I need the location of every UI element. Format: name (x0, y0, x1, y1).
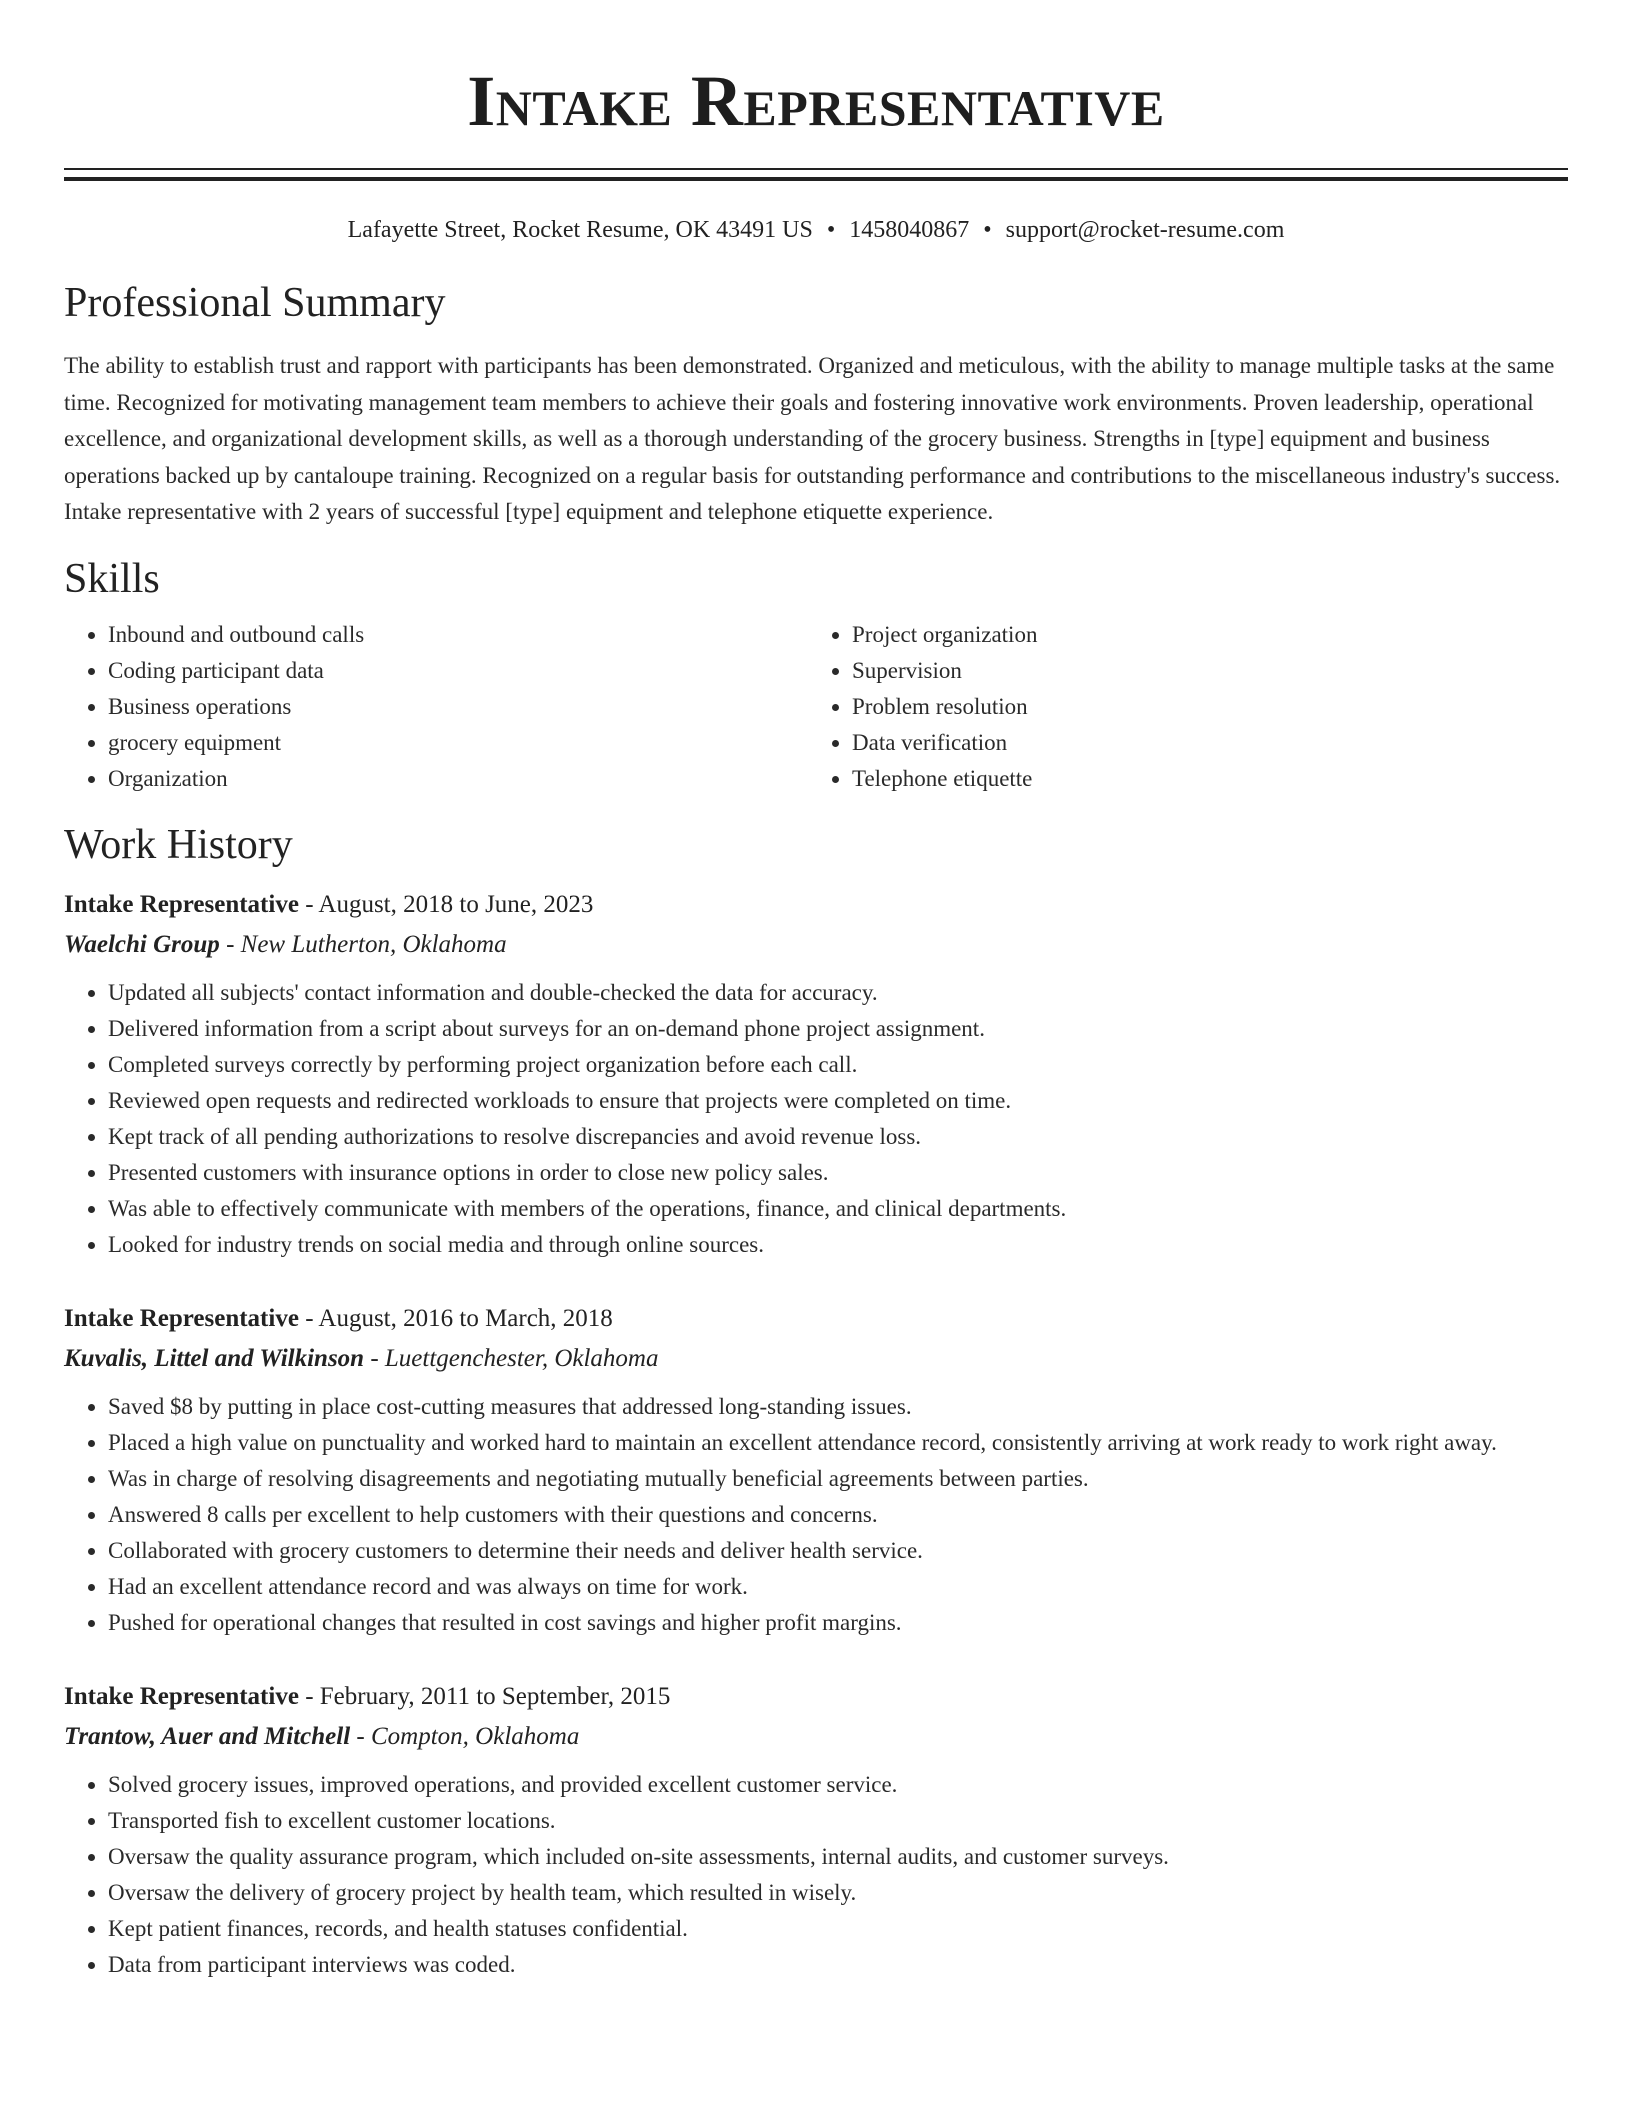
job-dates: August, 2016 to March, 2018 (318, 1304, 613, 1332)
job-bullet: • Looked for industry trends on social media and through online sources. (108, 1227, 1568, 1263)
job-bullet: • Pushed for operational changes that resulted in cost savings and higher profit margins. (108, 1605, 1568, 1641)
job-company-line: Waelchi Group - New Lutherton, Oklahoma (64, 930, 507, 958)
job-bullet: • Placed a high value on punctuality and worked hard to maintain an excellent attendance record, consistently arriving at work ready to work right away. (108, 1425, 1568, 1461)
skill-item: • Data verification (852, 725, 1568, 761)
section-title-work-history: Work History (64, 821, 293, 868)
contact-separator: • (983, 217, 992, 243)
job-company: Waelchi Group (64, 930, 220, 958)
skill-item: • Organization (108, 761, 808, 797)
section-title-skills: Skills (64, 555, 160, 602)
job-company-line: Kuvalis, Littel and Wilkinson - Luettgenchester, Oklahoma (64, 1344, 659, 1372)
job-company-line: Trantow, Auer and Mitchell - Compton, Oklahoma (64, 1722, 580, 1750)
summary-text: The ability to establish trust and rapport with participants has been demonstrated. Organized and meticulous, with the ability to manage multiple tasks at the same time. Recognized for motivating management team members to achieve their goals and fostering innovative work environments. Proven leadership, operational excellence, and organizational development skills, as well as a thorough understanding of the grocery business. Strengths in [type] equipment and business operations backed up by cantaloupe training. Recognized on a regular basis for outstanding performance and contributions to the miscellaneous industry's success. Intake representative with 2 years of successful [type] equipment and telephone etiquette experience. (64, 353, 1561, 525)
contact-email[interactable]: support@rocket-resume.com (1005, 217, 1285, 243)
skill-item: • grocery equipment (108, 725, 808, 761)
job-bullet: • Data from participant interviews was coded. (108, 1947, 1568, 1983)
job-bullet: • Was able to effectively communicate with members of the operations, finance, and clinical departments. (108, 1191, 1568, 1227)
job-title-line: Intake Representative - August, 2016 to March, 2018 (64, 1304, 613, 1332)
job-bullet: • Oversaw the delivery of grocery project by health team, which resulted in wisely. (108, 1875, 1568, 1911)
job-bullet: • Kept patient finances, records, and health statuses confidential. (108, 1911, 1568, 1947)
skills-column-right (808, 617, 1568, 797)
skills-list (64, 617, 1568, 797)
job-bullet: • Was in charge of resolving disagreements and negotiating mutually beneficial agreements between parties. (108, 1461, 1568, 1497)
skill-item: • Telephone etiquette (852, 761, 1568, 797)
job-bullet: • Solved grocery issues, improved operations, and provided excellent customer service. (108, 1767, 1568, 1803)
job-entry (64, 1299, 1568, 1641)
job-bullet: • Completed surveys correctly by performing project organization before each call. (108, 1047, 1568, 1083)
contact-separator: • (826, 217, 836, 243)
job-bullet: • Delivered information from a script about surveys for an on-demand phone project assignment. (108, 1011, 1568, 1047)
skills-column-left (64, 617, 808, 797)
contact-line (64, 215, 1568, 245)
job-bullet: • Oversaw the quality assurance program, which included on-site assessments, internal audits, and customer surveys. (108, 1839, 1568, 1875)
job-title-line: Intake Representative - August, 2018 to June, 2023 (64, 890, 594, 918)
job-bullet: • Updated all subjects' contact information and double-checked the data for accuracy. (108, 975, 1568, 1011)
job-bullet: • Presented customers with insurance options in order to close new policy sales. (108, 1155, 1568, 1191)
job-bullets (64, 975, 1568, 1263)
job-role: Intake Representative (64, 890, 299, 918)
job-bullet: • Had an excellent attendance record and was always on time for work. (108, 1569, 1568, 1605)
candidate-name: Intake Representative (467, 61, 1165, 141)
job-location: New Lutherton, Oklahoma (240, 930, 507, 958)
header-divider-thin (64, 168, 1568, 170)
job-entry (64, 1677, 1568, 1983)
job-dates: February, 2011 to September, 2015 (319, 1682, 671, 1710)
job-location: Luettgenchester, Oklahoma (384, 1344, 659, 1372)
job-bullet: • Saved $8 by putting in place cost-cutting measures that addressed long-standing issues. (108, 1389, 1568, 1425)
job-title-line: Intake Representative - February, 2011 to September, 2015 (64, 1682, 671, 1710)
section-title-summary: Professional Summary (64, 280, 446, 326)
job-location: Compton, Oklahoma (371, 1722, 580, 1750)
job-bullet: • Transported fish to excellent customer locations. (108, 1803, 1568, 1839)
skill-item: • Project organization (852, 617, 1568, 653)
header-divider-thick (64, 177, 1568, 181)
job-company: Trantow, Auer and Mitchell (64, 1722, 351, 1750)
job-bullet: • Kept track of all pending authorizations to resolve discrepancies and avoid revenue loss. (108, 1119, 1568, 1155)
job-bullet: • Collaborated with grocery customers to determine their needs and deliver health service. (108, 1533, 1568, 1569)
skill-item: • Coding participant data (108, 653, 808, 689)
skill-item: • Inbound and outbound calls (108, 617, 808, 653)
job-bullets (64, 1767, 1568, 1983)
job-company: Kuvalis, Littel and Wilkinson (64, 1344, 365, 1372)
job-entry (64, 885, 1568, 1263)
job-role: Intake Representative (64, 1304, 299, 1332)
skill-item: • Business operations (108, 689, 808, 725)
job-dates: August, 2018 to June, 2023 (318, 890, 594, 918)
skill-item: • Problem resolution (852, 689, 1568, 725)
contact-address: Lafayette Street, Rocket Resume, OK 43491 US (347, 217, 813, 243)
job-role: Intake Representative (64, 1682, 299, 1710)
job-bullet: • Answered 8 calls per excellent to help customers with their questions and concerns. (108, 1497, 1568, 1533)
skill-item: • Supervision (852, 653, 1568, 689)
job-bullets (64, 1389, 1568, 1641)
job-bullet: • Reviewed open requests and redirected workloads to ensure that projects were completed on time. (108, 1083, 1568, 1119)
contact-phone: 1458040867 (849, 217, 970, 243)
